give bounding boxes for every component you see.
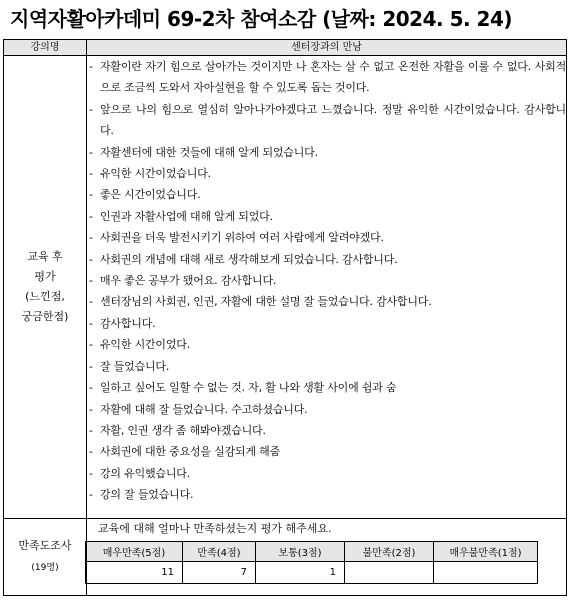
neutral-header: 보통(3점) — [256, 542, 345, 562]
satisfaction-header-row — [86, 542, 538, 562]
very-dissatisfied-header: 매우불만족(1점) — [434, 542, 538, 562]
satisfaction-values-row — [86, 562, 538, 584]
list-item: - 사회권을 더욱 발전시키기 위하여 여러 사람에게 알려야겠다. — [89, 231, 384, 245]
lecture-name-value: 센터장과의 만남 — [87, 40, 567, 56]
list-item: - 좋은 시간이었습니다. — [89, 188, 201, 202]
list-item: - 유익한 시간이었다. — [89, 338, 191, 352]
list-item: - 자활에 대해 잘 들었습니다. 수고하셨습니다. — [89, 402, 308, 416]
neutral-count: 1 — [256, 562, 345, 584]
list-item: - 자활센터에 대한 것들에 대해 알게 되었습니다. — [89, 145, 318, 159]
feedback-label: 교육 후 평가 (느낀점, 궁금한점) — [4, 56, 87, 519]
feedback-row — [4, 56, 567, 519]
list-item: - 매우 좋은 공부가 됐어요. 감사합니다. — [89, 274, 277, 288]
page-title: 지역자활아카데미 69-2차 참여소감 (날짜: 2024. 5. 24) — [10, 7, 513, 31]
satisfied-header: 만족(4점) — [183, 542, 256, 562]
list-item: - 감사합니다. — [89, 316, 156, 330]
very-dissatisfied-count — [434, 562, 538, 584]
list-item: - 인권과 자활사업에 대해 알게 되었다. — [89, 209, 273, 223]
list-item: - 앞으로 나의 힘으로 열심히 알아나가야겠다고 느꼈습니다. 정말 유익한 시간이었습니다. 감사합니다. — [89, 102, 566, 138]
very-satisfied-count: 11 — [86, 562, 183, 584]
list-item: - 잘 들었습니다. — [89, 359, 170, 373]
satisfaction-label: 만족도조사 (19명) — [4, 519, 87, 596]
dissatisfied-count — [345, 562, 434, 584]
very-satisfied-header: 매우만족(5점) — [86, 542, 183, 562]
dissatisfied-header: 불만족(2점) — [345, 542, 434, 562]
feedback-list — [87, 56, 566, 506]
list-item: - 사회권의 개념에 대해 새로 생각해보게 되었습니다. 감사합니다. — [89, 252, 398, 266]
satisfaction-row — [4, 519, 567, 596]
satisfaction-question: 교육에 대해 얼마나 만족하셨는지 평가 해주세요. — [98, 522, 332, 535]
feedback-content — [87, 56, 567, 519]
list-item: - 자활이란 자기 힘으로 살아가는 것이지만 나 혼자는 살 수 없고 온전한 자활을 이룰 수 없다. 사회적으로 조금씩 도와서 자아실현을 할 수 있도록 돕는 것이다. — [89, 60, 566, 95]
lecture-name-header: 강의명 — [4, 40, 87, 56]
table-header-row — [4, 40, 567, 56]
list-item: - 일하고 싶어도 일할 수 없는 것. 자, 활 나와 생활 사이에 쉼과 숨 — [89, 381, 397, 395]
respondent-count: (19명) — [31, 563, 59, 573]
survey-table — [3, 39, 567, 596]
list-item: - 센터장님의 사회권, 인권, 자활에 대한 설명 잘 들었습니다. 감사합니다. — [89, 295, 432, 309]
list-item: - 사회권에 대한 중요성을 실감되게 해줌 — [89, 445, 281, 459]
list-item: - 유익한 시간이었습니다. — [89, 167, 211, 181]
list-item: - 강의 잘 들었습니다. — [89, 488, 194, 502]
satisfaction-content — [87, 519, 567, 596]
satisfaction-table — [85, 541, 538, 584]
list-item: - 강의 유익했습니다. — [89, 466, 191, 480]
list-item: - 자활, 인권 생각 좀 해봐야겠습니다. — [89, 423, 266, 437]
satisfied-count: 7 — [183, 562, 256, 584]
